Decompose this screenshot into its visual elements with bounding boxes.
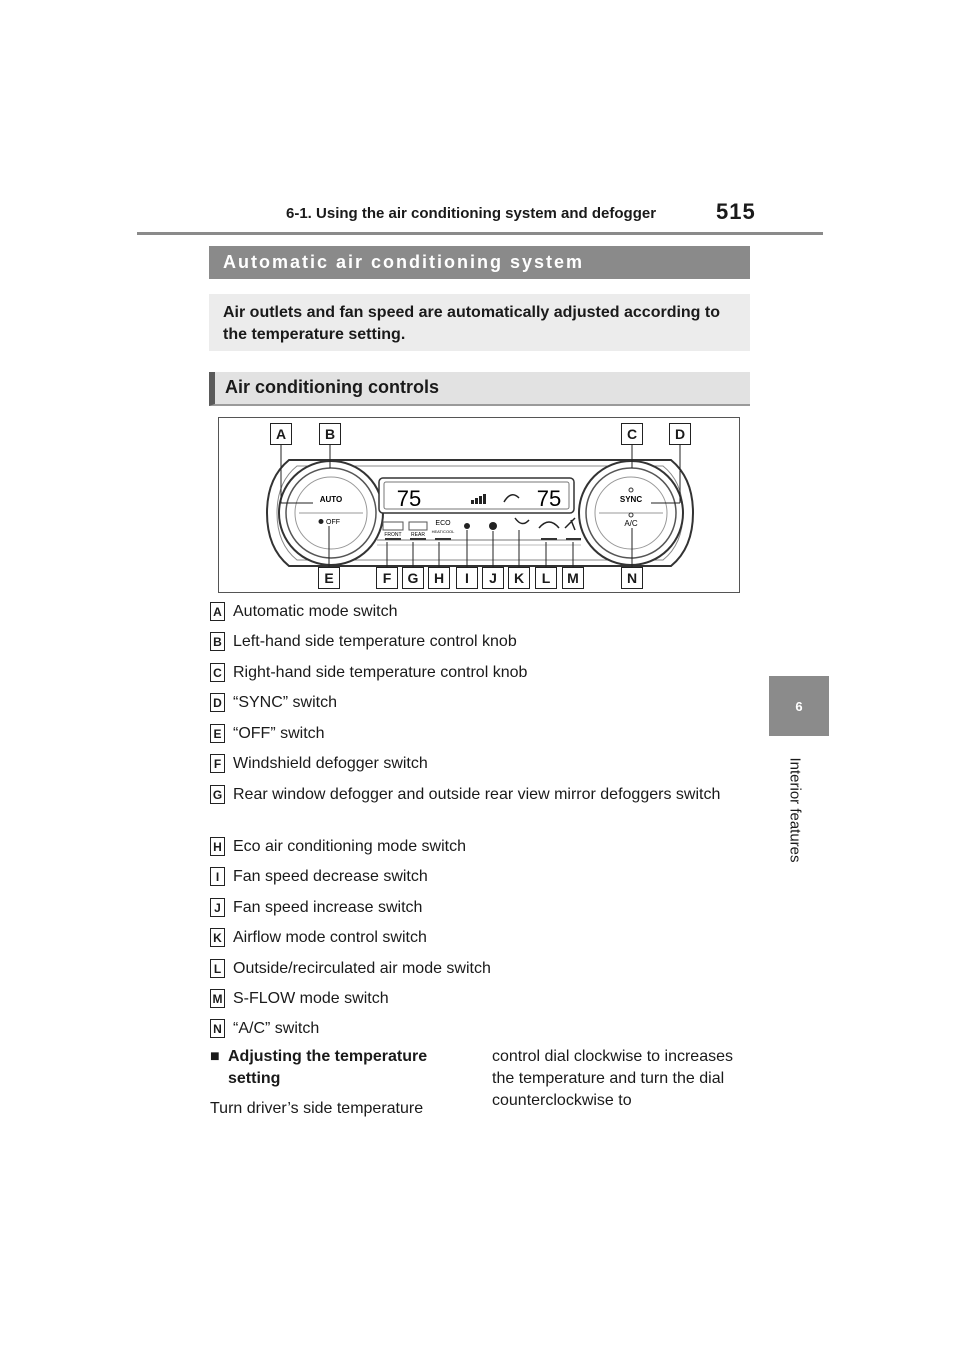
callout-j: J bbox=[482, 567, 504, 589]
legend-text: Windshield defogger switch bbox=[233, 755, 428, 772]
callout-i: I bbox=[456, 567, 478, 589]
adjusting-body-right: control dial clockwise to increases the temperature and turn the dial counterclockwise to bbox=[492, 1048, 733, 1109]
legend-text: Eco air conditioning mode switch bbox=[233, 838, 467, 855]
legend-text: Right-hand side temperature control knob bbox=[233, 664, 528, 681]
legend-text: Rear window defogger and outside rear view mirror defoggers switch bbox=[233, 786, 721, 803]
chapter-name: Interior features bbox=[786, 757, 804, 863]
callout-a: A bbox=[270, 423, 292, 445]
control-panel-diagram bbox=[218, 417, 740, 593]
legend-badge: H bbox=[210, 837, 225, 856]
legend-badge: A bbox=[210, 602, 225, 621]
bullet-square-icon: ■ bbox=[210, 1048, 220, 1065]
legend-badge: E bbox=[210, 724, 225, 743]
legend-badge: F bbox=[210, 754, 225, 773]
callout-f: F bbox=[376, 567, 398, 589]
sync-switch-label[interactable]: SYNC bbox=[619, 495, 643, 504]
legend-text: “OFF” switch bbox=[233, 725, 325, 742]
legend-badge: N bbox=[210, 1019, 225, 1038]
callout-n: N bbox=[621, 567, 643, 589]
legend-badge: G bbox=[210, 785, 225, 804]
legend-text: S-FLOW mode switch bbox=[233, 990, 389, 1007]
callout-k: K bbox=[508, 567, 530, 589]
callout-m: M bbox=[562, 567, 584, 589]
legend-text: Outside/recirculated air mode switch bbox=[233, 960, 491, 977]
adjusting-body-left: Turn driver’s side temperature bbox=[210, 1100, 424, 1117]
control-panel-illustration bbox=[219, 418, 741, 594]
auto-switch-label[interactable]: AUTO bbox=[319, 495, 343, 504]
fan-increase-icon[interactable] bbox=[489, 522, 497, 530]
heat-cool-label: HEAT/COOL bbox=[431, 529, 455, 534]
off-switch-label[interactable]: OFF bbox=[326, 519, 340, 526]
section-title: Automatic air conditioning system bbox=[209, 246, 750, 279]
legend-badge: K bbox=[210, 928, 225, 947]
left-temperature-knob bbox=[279, 461, 383, 565]
header-rule bbox=[137, 232, 823, 235]
right-temperature-knob bbox=[579, 461, 683, 565]
legend-badge: C bbox=[210, 663, 225, 682]
legend-text: Automatic mode switch bbox=[233, 603, 398, 620]
legend-badge: D bbox=[210, 693, 225, 712]
legend-text: Fan speed increase switch bbox=[233, 899, 423, 916]
legend-badge: J bbox=[210, 898, 225, 917]
intro-text: Air outlets and fan speed are automatically adjusted according to the temperature setting. bbox=[209, 294, 750, 351]
callout-g: G bbox=[402, 567, 424, 589]
adjusting-heading: ■ Adjusting the temperature setting bbox=[210, 1048, 428, 1087]
adjusting-left-column bbox=[210, 1046, 460, 1120]
running-header: 6-1. Using the air conditioning system and defogger bbox=[286, 205, 657, 222]
callout-l: L bbox=[535, 567, 557, 589]
climate-display bbox=[379, 478, 574, 513]
callout-b: B bbox=[319, 423, 341, 445]
legend-text: Fan speed decrease switch bbox=[233, 868, 428, 885]
legend-text: Airflow mode control switch bbox=[233, 929, 427, 946]
chapter-tab[interactable] bbox=[769, 676, 829, 736]
fan-icon bbox=[319, 519, 324, 524]
chapter-number: 6 bbox=[795, 698, 803, 714]
fan-decrease-icon[interactable] bbox=[464, 523, 470, 529]
callout-h: H bbox=[428, 567, 450, 589]
callout-e: E bbox=[318, 567, 340, 589]
legend-badge: B bbox=[210, 632, 225, 651]
legend-badge: L bbox=[210, 959, 225, 978]
front-defogger-label[interactable]: FRONT bbox=[384, 532, 402, 538]
eco-label[interactable]: ECO bbox=[435, 520, 451, 527]
legend-badge: I bbox=[210, 867, 225, 886]
ac-switch-label[interactable]: A/C bbox=[624, 519, 638, 528]
page-number: 515 bbox=[716, 199, 756, 224]
callout-d: D bbox=[669, 423, 691, 445]
right-temperature-readout: 75 bbox=[536, 486, 562, 511]
legend-text: Left-hand side temperature control knob bbox=[233, 633, 517, 650]
legend-text: “A/C” switch bbox=[233, 1020, 320, 1037]
rear-defogger-label[interactable]: REAR bbox=[411, 532, 425, 538]
subsection-title: Air conditioning controls bbox=[209, 372, 750, 406]
callout-c: C bbox=[621, 423, 643, 445]
left-temperature-readout: 75 bbox=[396, 486, 422, 511]
legend-badge: M bbox=[210, 989, 225, 1008]
legend-text: “SYNC” switch bbox=[233, 694, 338, 711]
